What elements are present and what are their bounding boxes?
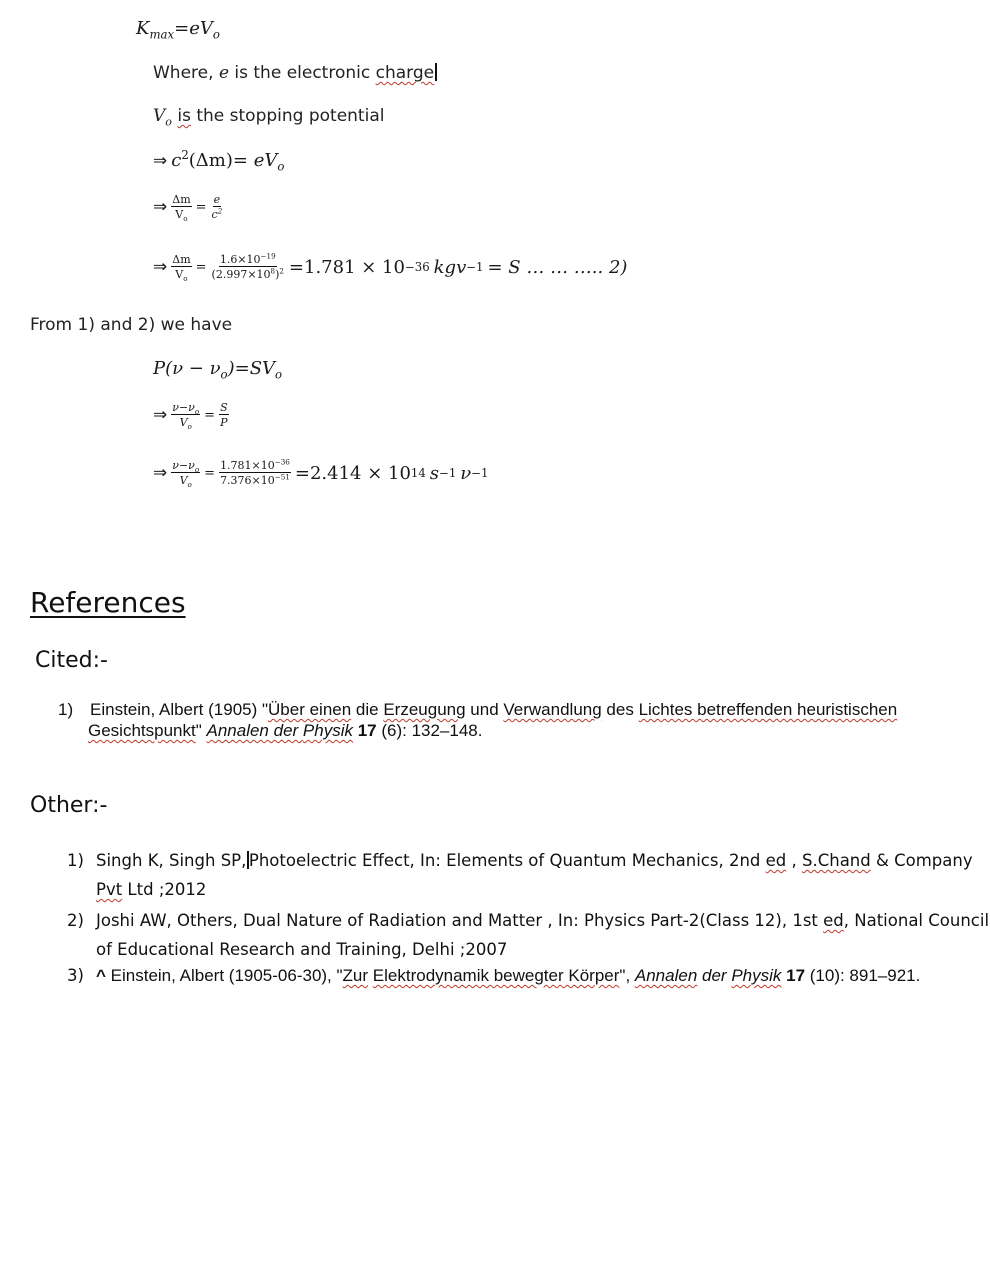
text-cursor xyxy=(435,63,437,81)
other-ref-1: 1) Singh K, Singh SP, Photoelectric Effect, In: Elements of Quantum Mechanics, 2nd ed , S.Chand & Company Pvt Ltd ;2012 xyxy=(67,851,973,899)
fraction-numeric-2: $\frac{1.781\times 10^{-36}}{7.376\times 10^{-51}}$ xyxy=(220,457,290,487)
cited-ref-1: 1) Einstein, Albert (1905) "Über einen die Erzeugung und Verwandlung des Lichtes betreffenden heuristischen Gesichtspunkt" Annalen der Physik 17 (6): 132–148. xyxy=(58,700,898,740)
equation-7: ⇒ $\frac{\nu-\nu_o}{V_o}$ = $\frac{S}{P}$ xyxy=(153,401,228,432)
fraction-nu-v0: $\frac{\nu-\nu_o}{V_o}$ xyxy=(172,401,200,432)
references-heading: References xyxy=(30,586,186,619)
from-statement: From 1) and 2) we have xyxy=(30,315,233,335)
fraction-nu-v0-2: $\frac{\nu-\nu_o}{V_o}$ xyxy=(172,459,200,490)
other-heading: Other:- xyxy=(30,793,108,818)
equation-5: ⇒ $\frac{\Delta m}{V_o}$ = $\frac{1.6\times 10^{-19}}{(2.997\times 10^8)^2}$ =1.781 × 10 −36 kgv −1 = S … … ….. 2) xyxy=(153,251,628,284)
stopping-potential-line: $V_o$ is the stopping potential xyxy=(153,106,385,129)
other-ref-2: 2) Joshi AW, Others, Dual Nature of Radiation and Matter , In: Physics Part-2(Class 12), 1st ed, National Council of Educational Research and Training, Delhi ;2007 xyxy=(67,911,990,959)
equation-8: ⇒ $\frac{\nu-\nu_o}{V_o}$ = $\frac{1.781\times 10^{-36}}{7.376\times 10^{-51}}$ =2.414 × 10 14 s −1 ν −1 xyxy=(153,457,489,490)
equation-kmax: $K_{max}=eV_o$ xyxy=(136,18,220,42)
equation-6: $P(\nu - \nu_o)=SV_o$ xyxy=(153,358,283,382)
fraction-numeric-1: $\frac{1.6\times 10^{-19}}{(2.997\times 10^8)^2}$ xyxy=(211,251,284,281)
other-ref-3: 3) ^ Einstein, Albert (1905-06-30), "Zur Elektrodynamik bewegter Körper", Annalen der Physik 17 (10): 891–921. xyxy=(67,966,921,985)
equation-4: ⇒ $\frac{\Delta m}{V_o}$ = $\frac{e}{c^2}$ xyxy=(153,193,223,224)
where-line: Where, e is the electronic charge xyxy=(153,63,437,83)
fraction-s-p: $\frac{S}{P}$ xyxy=(220,401,228,429)
fraction-dm-v0-2: $\frac{\Delta m}{V_o}$ xyxy=(172,253,191,284)
fraction-e-c2: $\frac{e}{c^2}$ xyxy=(211,193,223,221)
cited-heading: Cited:- xyxy=(35,648,108,673)
equation-3: ⇒ $c^2(\Delta m)= eV_o$ xyxy=(153,148,285,174)
fraction-dm-v0: $\frac{\Delta m}{V_o}$ xyxy=(172,193,191,224)
